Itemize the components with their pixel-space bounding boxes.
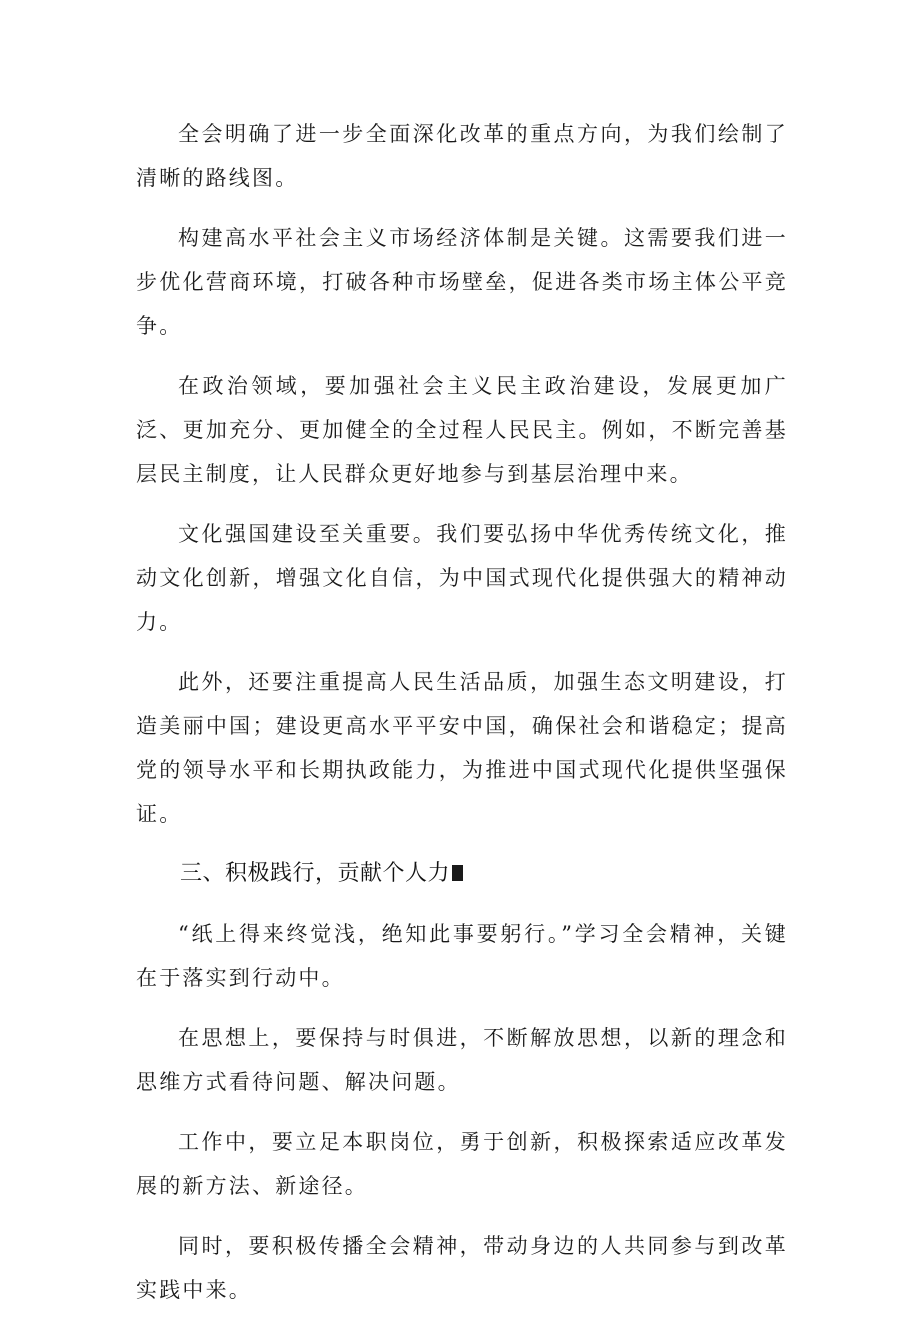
paragraph-culture: 文化强国建设至关重要。我们要弘扬中华优秀传统文化，推动文化创新，增强文化自信，为中国式现代化提供强大的精神动力。 <box>136 522 788 634</box>
paragraph-work: 工作中，要立足本职岗位，勇于创新，积极探索适应改革发展的新方法、新途径。 <box>136 1130 788 1198</box>
section-heading-text: 三、积极践行，贡献个人力 <box>180 861 451 886</box>
paragraph-thinking: 在思想上，要保持与时俱进，不断解放思想，以新的理念和思维方式看待问题、解决问题。 <box>136 1026 788 1094</box>
paragraph-spread: 同时，要积极传播全会精神，带动身边的人共同参与到改革实践中来。 <box>136 1234 788 1302</box>
paragraph-market-economy: 构建高水平社会主义市场经济体制是关键。这需要我们进一步优化营商环境，打破各种市场壁垒，促进各类市场主体公平竞争。 <box>136 226 788 338</box>
paragraph-livelihood: 此外，还要注重提高人民生活品质，加强生态文明建设，打造美丽中国；建设更高水平平安中国，确保社会和谐稳定；提高党的领导水平和长期执政能力，为推进中国式现代化提供坚强保证。 <box>136 670 788 826</box>
paragraph-political-field: 在政治领域，要加强社会主义民主政治建设，发展更加广泛、更加充分、更加健全的全过程人民民主。例如，不断完善基层民主制度，让人民群众更好地参与到基层治理中来。 <box>136 374 788 486</box>
paragraph-reform-direction: 全会明确了进一步全面深化改革的重点方向，为我们绘制了清晰的路线图。 <box>136 122 788 190</box>
section-heading <box>136 852 788 896</box>
document-body <box>136 112 788 1328</box>
square-mark-icon <box>452 865 463 881</box>
paragraph-quote: “纸上得来终觉浅，绝知此事要躬行。”学习全会精神，关键在于落实到行动中。 <box>136 922 788 990</box>
